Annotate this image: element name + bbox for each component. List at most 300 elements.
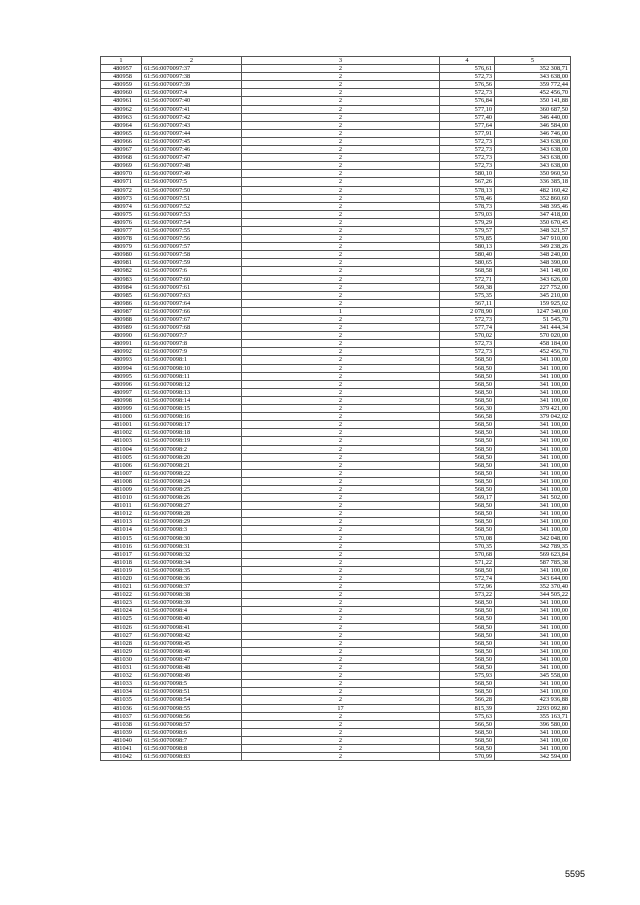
- cadastral-number-cell: 61:56:0070097:41: [142, 105, 242, 113]
- row-index-cell: 480961: [101, 97, 142, 105]
- row-index-cell: 481013: [101, 518, 142, 526]
- cadastral-number-cell: 61:56:0070098:48: [142, 664, 242, 672]
- table-row: [101, 672, 571, 680]
- table-row: [101, 607, 571, 615]
- cadastral-number-cell: 61:56:0070098:3: [142, 526, 242, 534]
- table-row: [101, 704, 571, 712]
- row-index-cell: 480998: [101, 396, 142, 404]
- area-cell: 568,50: [440, 461, 495, 469]
- table-row: [101, 97, 571, 105]
- area-cell: 568,50: [440, 647, 495, 655]
- area-cell: 579,03: [440, 210, 495, 218]
- table-row: [101, 583, 571, 591]
- count-cell: 2: [242, 631, 440, 639]
- value-cell: 569 623,84: [495, 550, 571, 558]
- area-cell: 572,73: [440, 154, 495, 162]
- value-cell: 458 184,00: [495, 340, 571, 348]
- table-row: [101, 518, 571, 526]
- count-cell: 2: [242, 291, 440, 299]
- cadastral-number-cell: 61:56:0070098:20: [142, 453, 242, 461]
- count-cell: 2: [242, 267, 440, 275]
- count-cell: 2: [242, 615, 440, 623]
- row-index-cell: 480964: [101, 121, 142, 129]
- count-cell: 2: [242, 251, 440, 259]
- cadastral-number-cell: 61:56:0070098:7: [142, 736, 242, 744]
- row-index-cell: 480971: [101, 178, 142, 186]
- value-cell: 341 100,00: [495, 453, 571, 461]
- value-cell: 360 687,50: [495, 105, 571, 113]
- count-cell: 2: [242, 275, 440, 283]
- cadastral-number-cell: 61:56:0070098:12: [142, 380, 242, 388]
- table-row: [101, 655, 571, 663]
- cadastral-number-cell: 61:56:0070098:29: [142, 518, 242, 526]
- table-row: [101, 178, 571, 186]
- cadastral-number-cell: 61:56:0070097:57: [142, 243, 242, 251]
- count-cell: 2: [242, 129, 440, 137]
- value-cell: 341 100,00: [495, 356, 571, 364]
- area-cell: 570,02: [440, 332, 495, 340]
- area-cell: 572,73: [440, 340, 495, 348]
- value-cell: 341 100,00: [495, 744, 571, 752]
- count-cell: 2: [242, 744, 440, 752]
- row-index-cell: 481005: [101, 453, 142, 461]
- count-cell: 2: [242, 218, 440, 226]
- area-cell: 568,50: [440, 510, 495, 518]
- area-cell: 568,50: [440, 388, 495, 396]
- table-row: [101, 534, 571, 542]
- table-row: [101, 753, 571, 761]
- cadastral-number-cell: 61:56:0070097:9: [142, 348, 242, 356]
- value-cell: 342 594,00: [495, 753, 571, 761]
- row-index-cell: 481026: [101, 623, 142, 631]
- cadastral-number-cell: 61:56:0070098:1: [142, 356, 242, 364]
- value-cell: 343 638,00: [495, 137, 571, 145]
- table-row: [101, 688, 571, 696]
- cadastral-number-cell: 61:56:0070098:34: [142, 558, 242, 566]
- table-row: [101, 720, 571, 728]
- table-row: [101, 664, 571, 672]
- count-cell: 2: [242, 364, 440, 372]
- cadastral-number-cell: 61:56:0070098:32: [142, 550, 242, 558]
- count-cell: 2: [242, 356, 440, 364]
- row-index-cell: 480988: [101, 316, 142, 324]
- cadastral-number-cell: 61:56:0070098:16: [142, 413, 242, 421]
- area-cell: 572,71: [440, 275, 495, 283]
- area-cell: 578,73: [440, 202, 495, 210]
- table-row: [101, 307, 571, 315]
- area-cell: 568,50: [440, 485, 495, 493]
- table-row: [101, 299, 571, 307]
- table-row: [101, 113, 571, 121]
- cadastral-number-cell: 61:56:0070097:51: [142, 194, 242, 202]
- row-index-cell: 481016: [101, 542, 142, 550]
- count-cell: 2: [242, 672, 440, 680]
- value-cell: 341 100,00: [495, 445, 571, 453]
- row-index-cell: 480997: [101, 388, 142, 396]
- cadastral-number-cell: 61:56:0070097:6: [142, 267, 242, 275]
- value-cell: 343 626,00: [495, 275, 571, 283]
- cadastral-number-cell: 61:56:0070098:30: [142, 534, 242, 542]
- area-cell: 566,28: [440, 696, 495, 704]
- value-cell: 341 100,00: [495, 437, 571, 445]
- area-cell: 569,38: [440, 283, 495, 291]
- table-row: [101, 413, 571, 421]
- table-row: [101, 405, 571, 413]
- row-index-cell: 480967: [101, 146, 142, 154]
- row-index-cell: 481030: [101, 655, 142, 663]
- area-cell: 570,68: [440, 550, 495, 558]
- table-row: [101, 259, 571, 267]
- count-cell: 2: [242, 73, 440, 81]
- row-index-cell: 480960: [101, 89, 142, 97]
- area-cell: 575,35: [440, 291, 495, 299]
- row-index-cell: 481028: [101, 639, 142, 647]
- value-cell: 348 321,57: [495, 226, 571, 234]
- table-row: [101, 696, 571, 704]
- count-cell: 2: [242, 477, 440, 485]
- cadastral-number-cell: 61:56:0070097:67: [142, 316, 242, 324]
- table-row: [101, 356, 571, 364]
- count-cell: 2: [242, 81, 440, 89]
- row-index-cell: 481034: [101, 688, 142, 696]
- count-cell: 2: [242, 696, 440, 704]
- area-cell: 568,50: [440, 639, 495, 647]
- row-index-cell: 480981: [101, 259, 142, 267]
- value-cell: 341 100,00: [495, 429, 571, 437]
- count-cell: 2: [242, 680, 440, 688]
- cadastral-number-cell: 61:56:0070097:50: [142, 186, 242, 194]
- value-cell: 341 100,00: [495, 526, 571, 534]
- count-cell: 2: [242, 753, 440, 761]
- count-cell: 2: [242, 162, 440, 170]
- value-cell: 341 444,34: [495, 324, 571, 332]
- count-cell: 2: [242, 736, 440, 744]
- value-cell: 452 456,70: [495, 348, 571, 356]
- table-row: [101, 615, 571, 623]
- table-row: [101, 712, 571, 720]
- table-row: [101, 137, 571, 145]
- cadastral-number-cell: 61:56:0070098:38: [142, 591, 242, 599]
- value-cell: 341 100,00: [495, 421, 571, 429]
- cadastral-number-cell: 61:56:0070098:19: [142, 437, 242, 445]
- count-cell: 2: [242, 542, 440, 550]
- value-cell: 346 746,00: [495, 129, 571, 137]
- cadastral-number-cell: 61:56:0070097:43: [142, 121, 242, 129]
- count-cell: 2: [242, 210, 440, 218]
- area-cell: 566,58: [440, 413, 495, 421]
- table-row: [101, 105, 571, 113]
- table-row: [101, 267, 571, 275]
- count-cell: 2: [242, 502, 440, 510]
- table-row: [101, 73, 571, 81]
- row-index-cell: 481007: [101, 469, 142, 477]
- value-cell: 341 100,00: [495, 396, 571, 404]
- area-cell: 577,91: [440, 129, 495, 137]
- count-cell: 2: [242, 154, 440, 162]
- row-index-cell: 481029: [101, 647, 142, 655]
- value-cell: 355 163,71: [495, 712, 571, 720]
- cadastral-number-cell: 61:56:0070098:15: [142, 405, 242, 413]
- table-row: [101, 348, 571, 356]
- count-cell: 2: [242, 137, 440, 145]
- count-cell: 2: [242, 599, 440, 607]
- table-row: [101, 210, 571, 218]
- cadastral-number-cell: 61:56:0070097:61: [142, 283, 242, 291]
- count-cell: 2: [242, 259, 440, 267]
- value-cell: 341 100,00: [495, 607, 571, 615]
- cadastral-number-cell: 61:56:0070097:42: [142, 113, 242, 121]
- count-cell: 2: [242, 664, 440, 672]
- area-cell: 572,73: [440, 348, 495, 356]
- count-cell: 2: [242, 453, 440, 461]
- value-cell: 344 505,22: [495, 591, 571, 599]
- count-cell: 17: [242, 704, 440, 712]
- table-row: [101, 680, 571, 688]
- row-index-cell: 481037: [101, 712, 142, 720]
- cadastral-number-cell: 61:56:0070097:5: [142, 178, 242, 186]
- row-index-cell: 480984: [101, 283, 142, 291]
- table-row: [101, 202, 571, 210]
- area-cell: 568,50: [440, 566, 495, 574]
- row-index-cell: 481014: [101, 526, 142, 534]
- area-cell: 815,39: [440, 704, 495, 712]
- value-cell: 482 160,42: [495, 186, 571, 194]
- value-cell: 341 100,00: [495, 566, 571, 574]
- area-cell: 568,50: [440, 502, 495, 510]
- count-cell: 2: [242, 566, 440, 574]
- row-index-cell: 481001: [101, 421, 142, 429]
- area-cell: 573,22: [440, 591, 495, 599]
- column-header-1: 1: [101, 57, 142, 65]
- cadastral-number-cell: 61:56:0070098:55: [142, 704, 242, 712]
- value-cell: 341 100,00: [495, 664, 571, 672]
- row-index-cell: 481010: [101, 494, 142, 502]
- table-row: [101, 421, 571, 429]
- value-cell: 341 100,00: [495, 728, 571, 736]
- cadastral-number-cell: 61:56:0070098:46: [142, 647, 242, 655]
- cadastral-number-cell: 61:56:0070098:28: [142, 510, 242, 518]
- cadastral-number-cell: 61:56:0070097:48: [142, 162, 242, 170]
- cadastral-number-cell: 61:56:0070098:17: [142, 421, 242, 429]
- area-cell: 578,13: [440, 186, 495, 194]
- cadastral-number-cell: 61:56:0070097:52: [142, 202, 242, 210]
- count-cell: 2: [242, 89, 440, 97]
- count-cell: 2: [242, 194, 440, 202]
- area-cell: 572,73: [440, 162, 495, 170]
- count-cell: 2: [242, 243, 440, 251]
- area-cell: 568,50: [440, 453, 495, 461]
- count-cell: 2: [242, 405, 440, 413]
- row-index-cell: 481012: [101, 510, 142, 518]
- table-row: [101, 388, 571, 396]
- row-index-cell: 480974: [101, 202, 142, 210]
- value-cell: 341 100,00: [495, 615, 571, 623]
- count-cell: 2: [242, 655, 440, 663]
- row-index-cell: 481008: [101, 477, 142, 485]
- table-row: [101, 283, 571, 291]
- count-cell: 2: [242, 121, 440, 129]
- value-cell: 452 456,70: [495, 89, 571, 97]
- value-cell: 349 238,26: [495, 243, 571, 251]
- table-row: [101, 744, 571, 752]
- cadastral-number-cell: 61:56:0070098:35: [142, 566, 242, 574]
- cadastral-number-cell: 61:56:0070097:53: [142, 210, 242, 218]
- area-cell: 569,17: [440, 494, 495, 502]
- count-cell: 2: [242, 202, 440, 210]
- area-cell: 568,50: [440, 526, 495, 534]
- value-cell: 379 421,00: [495, 405, 571, 413]
- header-row: [101, 57, 571, 65]
- area-cell: 577,40: [440, 113, 495, 121]
- count-cell: 2: [242, 348, 440, 356]
- count-cell: 2: [242, 518, 440, 526]
- row-index-cell: 480968: [101, 154, 142, 162]
- count-cell: 1: [242, 307, 440, 315]
- value-cell: 348 390,00: [495, 259, 571, 267]
- count-cell: 2: [242, 712, 440, 720]
- table-row: [101, 194, 571, 202]
- value-cell: 343 638,00: [495, 162, 571, 170]
- area-cell: 568,50: [440, 380, 495, 388]
- row-index-cell: 480982: [101, 267, 142, 275]
- value-cell: 587 785,38: [495, 558, 571, 566]
- count-cell: 2: [242, 316, 440, 324]
- count-cell: 2: [242, 437, 440, 445]
- cadastral-number-cell: 61:56:0070098:31: [142, 542, 242, 550]
- cadastral-number-cell: 61:56:0070098:45: [142, 639, 242, 647]
- cadastral-number-cell: 61:56:0070097:40: [142, 97, 242, 105]
- count-cell: 2: [242, 421, 440, 429]
- area-cell: 568,50: [440, 680, 495, 688]
- area-cell: 577,64: [440, 121, 495, 129]
- table-row: [101, 372, 571, 380]
- area-cell: 577,10: [440, 105, 495, 113]
- area-cell: 576,84: [440, 97, 495, 105]
- area-cell: 576,56: [440, 81, 495, 89]
- cadastral-number-cell: 61:56:0070098:39: [142, 599, 242, 607]
- cadastral-number-cell: 61:56:0070097:55: [142, 226, 242, 234]
- value-cell: 346 440,00: [495, 113, 571, 121]
- column-header-2: 2: [142, 57, 242, 65]
- area-cell: 568,50: [440, 429, 495, 437]
- value-cell: 343 638,00: [495, 73, 571, 81]
- value-cell: 341 148,00: [495, 267, 571, 275]
- cadastral-number-cell: 61:56:0070098:47: [142, 655, 242, 663]
- area-cell: 576,61: [440, 65, 495, 73]
- row-index-cell: 480959: [101, 81, 142, 89]
- table-row: [101, 591, 571, 599]
- table-row: [101, 510, 571, 518]
- count-cell: 2: [242, 97, 440, 105]
- table-body: [101, 65, 571, 761]
- row-index-cell: 480958: [101, 73, 142, 81]
- row-index-cell: 480970: [101, 170, 142, 178]
- count-cell: 2: [242, 445, 440, 453]
- area-cell: 568,50: [440, 736, 495, 744]
- area-cell: 580,10: [440, 170, 495, 178]
- count-cell: 2: [242, 299, 440, 307]
- table-row: [101, 146, 571, 154]
- table-row: [101, 275, 571, 283]
- row-index-cell: 480991: [101, 340, 142, 348]
- row-index-cell: 481031: [101, 664, 142, 672]
- row-index-cell: 480973: [101, 194, 142, 202]
- value-cell: 341 100,00: [495, 655, 571, 663]
- value-cell: 342 048,00: [495, 534, 571, 542]
- area-cell: 568,50: [440, 631, 495, 639]
- row-index-cell: 481002: [101, 429, 142, 437]
- row-index-cell: 481017: [101, 550, 142, 558]
- cadastral-number-cell: 61:56:0070097:60: [142, 275, 242, 283]
- value-cell: 341 100,00: [495, 688, 571, 696]
- area-cell: 568,50: [440, 615, 495, 623]
- row-index-cell: 480989: [101, 324, 142, 332]
- area-cell: 566,30: [440, 405, 495, 413]
- count-cell: 2: [242, 728, 440, 736]
- value-cell: 379 042,02: [495, 413, 571, 421]
- area-cell: 568,58: [440, 267, 495, 275]
- cadastral-number-cell: 61:56:0070098:27: [142, 502, 242, 510]
- row-index-cell: 481033: [101, 680, 142, 688]
- table-row: [101, 218, 571, 226]
- cadastral-number-cell: 61:56:0070097:59: [142, 259, 242, 267]
- cadastral-number-cell: 61:56:0070097:4: [142, 89, 242, 97]
- row-index-cell: 481040: [101, 736, 142, 744]
- value-cell: 341 100,00: [495, 647, 571, 655]
- count-cell: 2: [242, 65, 440, 73]
- cadastral-number-cell: 61:56:0070097:47: [142, 154, 242, 162]
- value-cell: 347 910,00: [495, 235, 571, 243]
- value-cell: 359 772,44: [495, 81, 571, 89]
- row-index-cell: 481000: [101, 413, 142, 421]
- table-row: [101, 316, 571, 324]
- value-cell: 341 100,00: [495, 623, 571, 631]
- row-index-cell: 481042: [101, 753, 142, 761]
- area-cell: 579,57: [440, 226, 495, 234]
- cadastral-number-cell: 61:56:0070097:56: [142, 235, 242, 243]
- table-row: [101, 599, 571, 607]
- count-cell: 2: [242, 186, 440, 194]
- table-row: [101, 469, 571, 477]
- table-row: [101, 380, 571, 388]
- table-row: [101, 502, 571, 510]
- row-index-cell: 481018: [101, 558, 142, 566]
- cadastral-number-cell: 61:56:0070097:58: [142, 251, 242, 259]
- value-cell: 343 638,00: [495, 154, 571, 162]
- cadastral-number-cell: 61:56:0070097:64: [142, 299, 242, 307]
- row-index-cell: 481022: [101, 591, 142, 599]
- cadastral-number-cell: 61:56:0070098:22: [142, 469, 242, 477]
- row-index-cell: 480986: [101, 299, 142, 307]
- count-cell: 2: [242, 461, 440, 469]
- cadastral-number-cell: 61:56:0070098:6: [142, 728, 242, 736]
- cadastral-number-cell: 61:56:0070098:5: [142, 680, 242, 688]
- area-cell: 578,46: [440, 194, 495, 202]
- table-header: [101, 57, 571, 65]
- row-index-cell: 481009: [101, 485, 142, 493]
- cadastral-number-cell: 61:56:0070098:49: [142, 672, 242, 680]
- row-index-cell: 481011: [101, 502, 142, 510]
- table-row: [101, 162, 571, 170]
- table-row: [101, 291, 571, 299]
- area-cell: 568,50: [440, 664, 495, 672]
- count-cell: 2: [242, 575, 440, 583]
- value-cell: 341 100,00: [495, 639, 571, 647]
- row-index-cell: 481036: [101, 704, 142, 712]
- value-cell: 51 545,70: [495, 316, 571, 324]
- area-cell: 568,50: [440, 421, 495, 429]
- value-cell: 350 670,45: [495, 218, 571, 226]
